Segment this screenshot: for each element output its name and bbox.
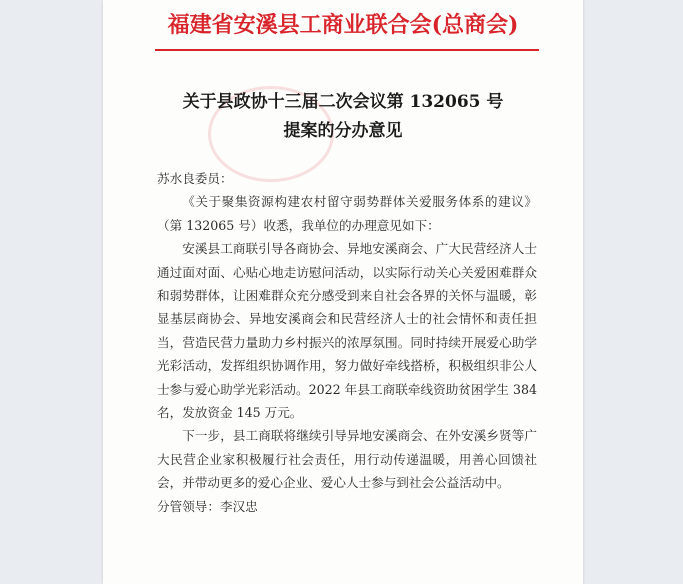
salutation: 苏水良委员： (157, 171, 233, 186)
body-paragraph: 《关于聚集资源构建农村留守弱势群体关爱服务体系的建议》（第 132065 号）收悉，我单位的办理意见如下： (157, 194, 537, 233)
signoff-leader: 分管领导：李汉忠 (157, 498, 258, 514)
body-paragraph: 下一步，县工商联将继续引导异地安溪商会、在外安溪乡贤等广大民营企业家积极履行社会责任，用行动传递温暖，用善心回馈社会，并带动更多的爱心企业、爱心人士参与到社会公益活动中。 (157, 428, 537, 491)
letterhead-org-name: 福建省安溪县工商业联合会(总商会) (167, 12, 519, 38)
document-title-line-2: 提案的分办意见 (283, 121, 403, 141)
document-page (103, 0, 583, 584)
document-body (157, 167, 537, 518)
document-title-line-1: 关于县政协十三届二次会议第 132065 号 (182, 92, 504, 112)
body-paragraph: 安溪县工商联引导各商协会、异地安溪商会、广大民营经济人士通过面对面、心贴心地走访慰问活动，以实际行动关心关爱困难群众和弱势群体，让困难群众充分感受到来自社会各界的关怀与温暖，彰显基层商协会、异地安溪商会和民营经济人士的社会情怀和责任担当，营造民营力量助力乡村振兴的浓厚氛围。同时持续开展爱心助学光彩活动，发挥组织协调作用，努力做好牵线搭桥，积极组织非公人士参与爱心助学光彩活动。2022 年县工商联牵线资助贫困学生 384 名，发放资金 145 万元。 (157, 241, 537, 421)
letterhead-red-rule (155, 49, 539, 51)
